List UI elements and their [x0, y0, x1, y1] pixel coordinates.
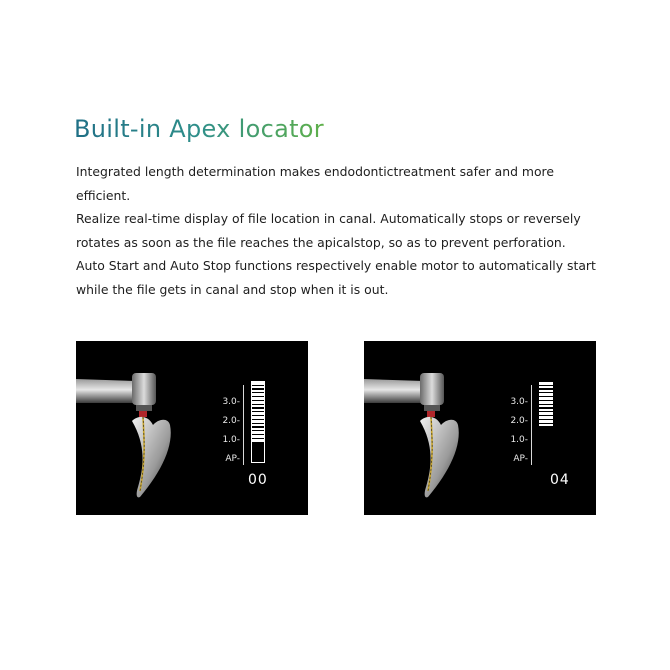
segment-bar — [539, 390, 553, 393]
apex-display-panel-right — [364, 341, 596, 515]
scale-label-1: 1.0- — [510, 435, 528, 445]
segment-bar — [539, 412, 553, 415]
segment-bar — [251, 390, 265, 393]
segment-bar — [251, 401, 265, 404]
apex-scale — [222, 381, 302, 515]
description-paragraph-2: Realize real-time display of file location in canal. Automatically stops or reversely rotates as soon as the file reaches the apicalstop, so as to prevent perforation. Auto Start and Auto Stop functions respectively enable motor to automatically start while the file gets in canal and stop when it is out. — [76, 211, 596, 297]
apex-scale — [510, 381, 590, 515]
scale-label-3: 3.0- — [222, 397, 240, 407]
readout-value: 00 — [248, 472, 268, 488]
segment-bar — [251, 420, 265, 423]
readout-value: 04 — [550, 472, 570, 488]
segment-bar — [251, 386, 265, 389]
segment-bar — [539, 409, 553, 412]
segment-bar — [251, 409, 265, 412]
segment-bar — [251, 382, 265, 385]
segment-bar — [539, 405, 553, 408]
segment-bar — [251, 397, 265, 400]
segment-bar — [539, 424, 553, 427]
segment-bar — [251, 435, 265, 438]
segment-bar — [539, 382, 553, 385]
segment-bar — [539, 401, 553, 404]
scale-label-2: 2.0- — [222, 416, 240, 426]
scale-label-3: 3.0- — [510, 397, 528, 407]
description-paragraph-1: Integrated length determination makes endodontictreatment safer and more efficient. — [76, 164, 554, 203]
scale-axis — [243, 385, 244, 465]
segment-bar — [251, 439, 265, 442]
section-title: Built-in Apex locator — [74, 115, 324, 143]
segment-bar — [251, 405, 265, 408]
scale-label-2: 2.0- — [510, 416, 528, 426]
segment-bar — [539, 397, 553, 400]
segment-bar — [539, 386, 553, 389]
scale-label-ap: AP- — [225, 454, 240, 464]
segment-bar — [539, 420, 553, 423]
scale-label-ap: AP- — [513, 454, 528, 464]
scale-axis — [531, 385, 532, 465]
segment-bar — [251, 428, 265, 431]
description — [76, 160, 596, 301]
apex-display-panel-left — [76, 341, 308, 515]
segment-bar — [539, 393, 553, 396]
segment-bar — [539, 416, 553, 419]
segment-bar — [251, 431, 265, 434]
segment-bar — [251, 393, 265, 396]
segment-bar — [251, 416, 265, 419]
scale-label-1: 1.0- — [222, 435, 240, 445]
segment-bar — [251, 412, 265, 415]
segment-bar — [251, 424, 265, 427]
